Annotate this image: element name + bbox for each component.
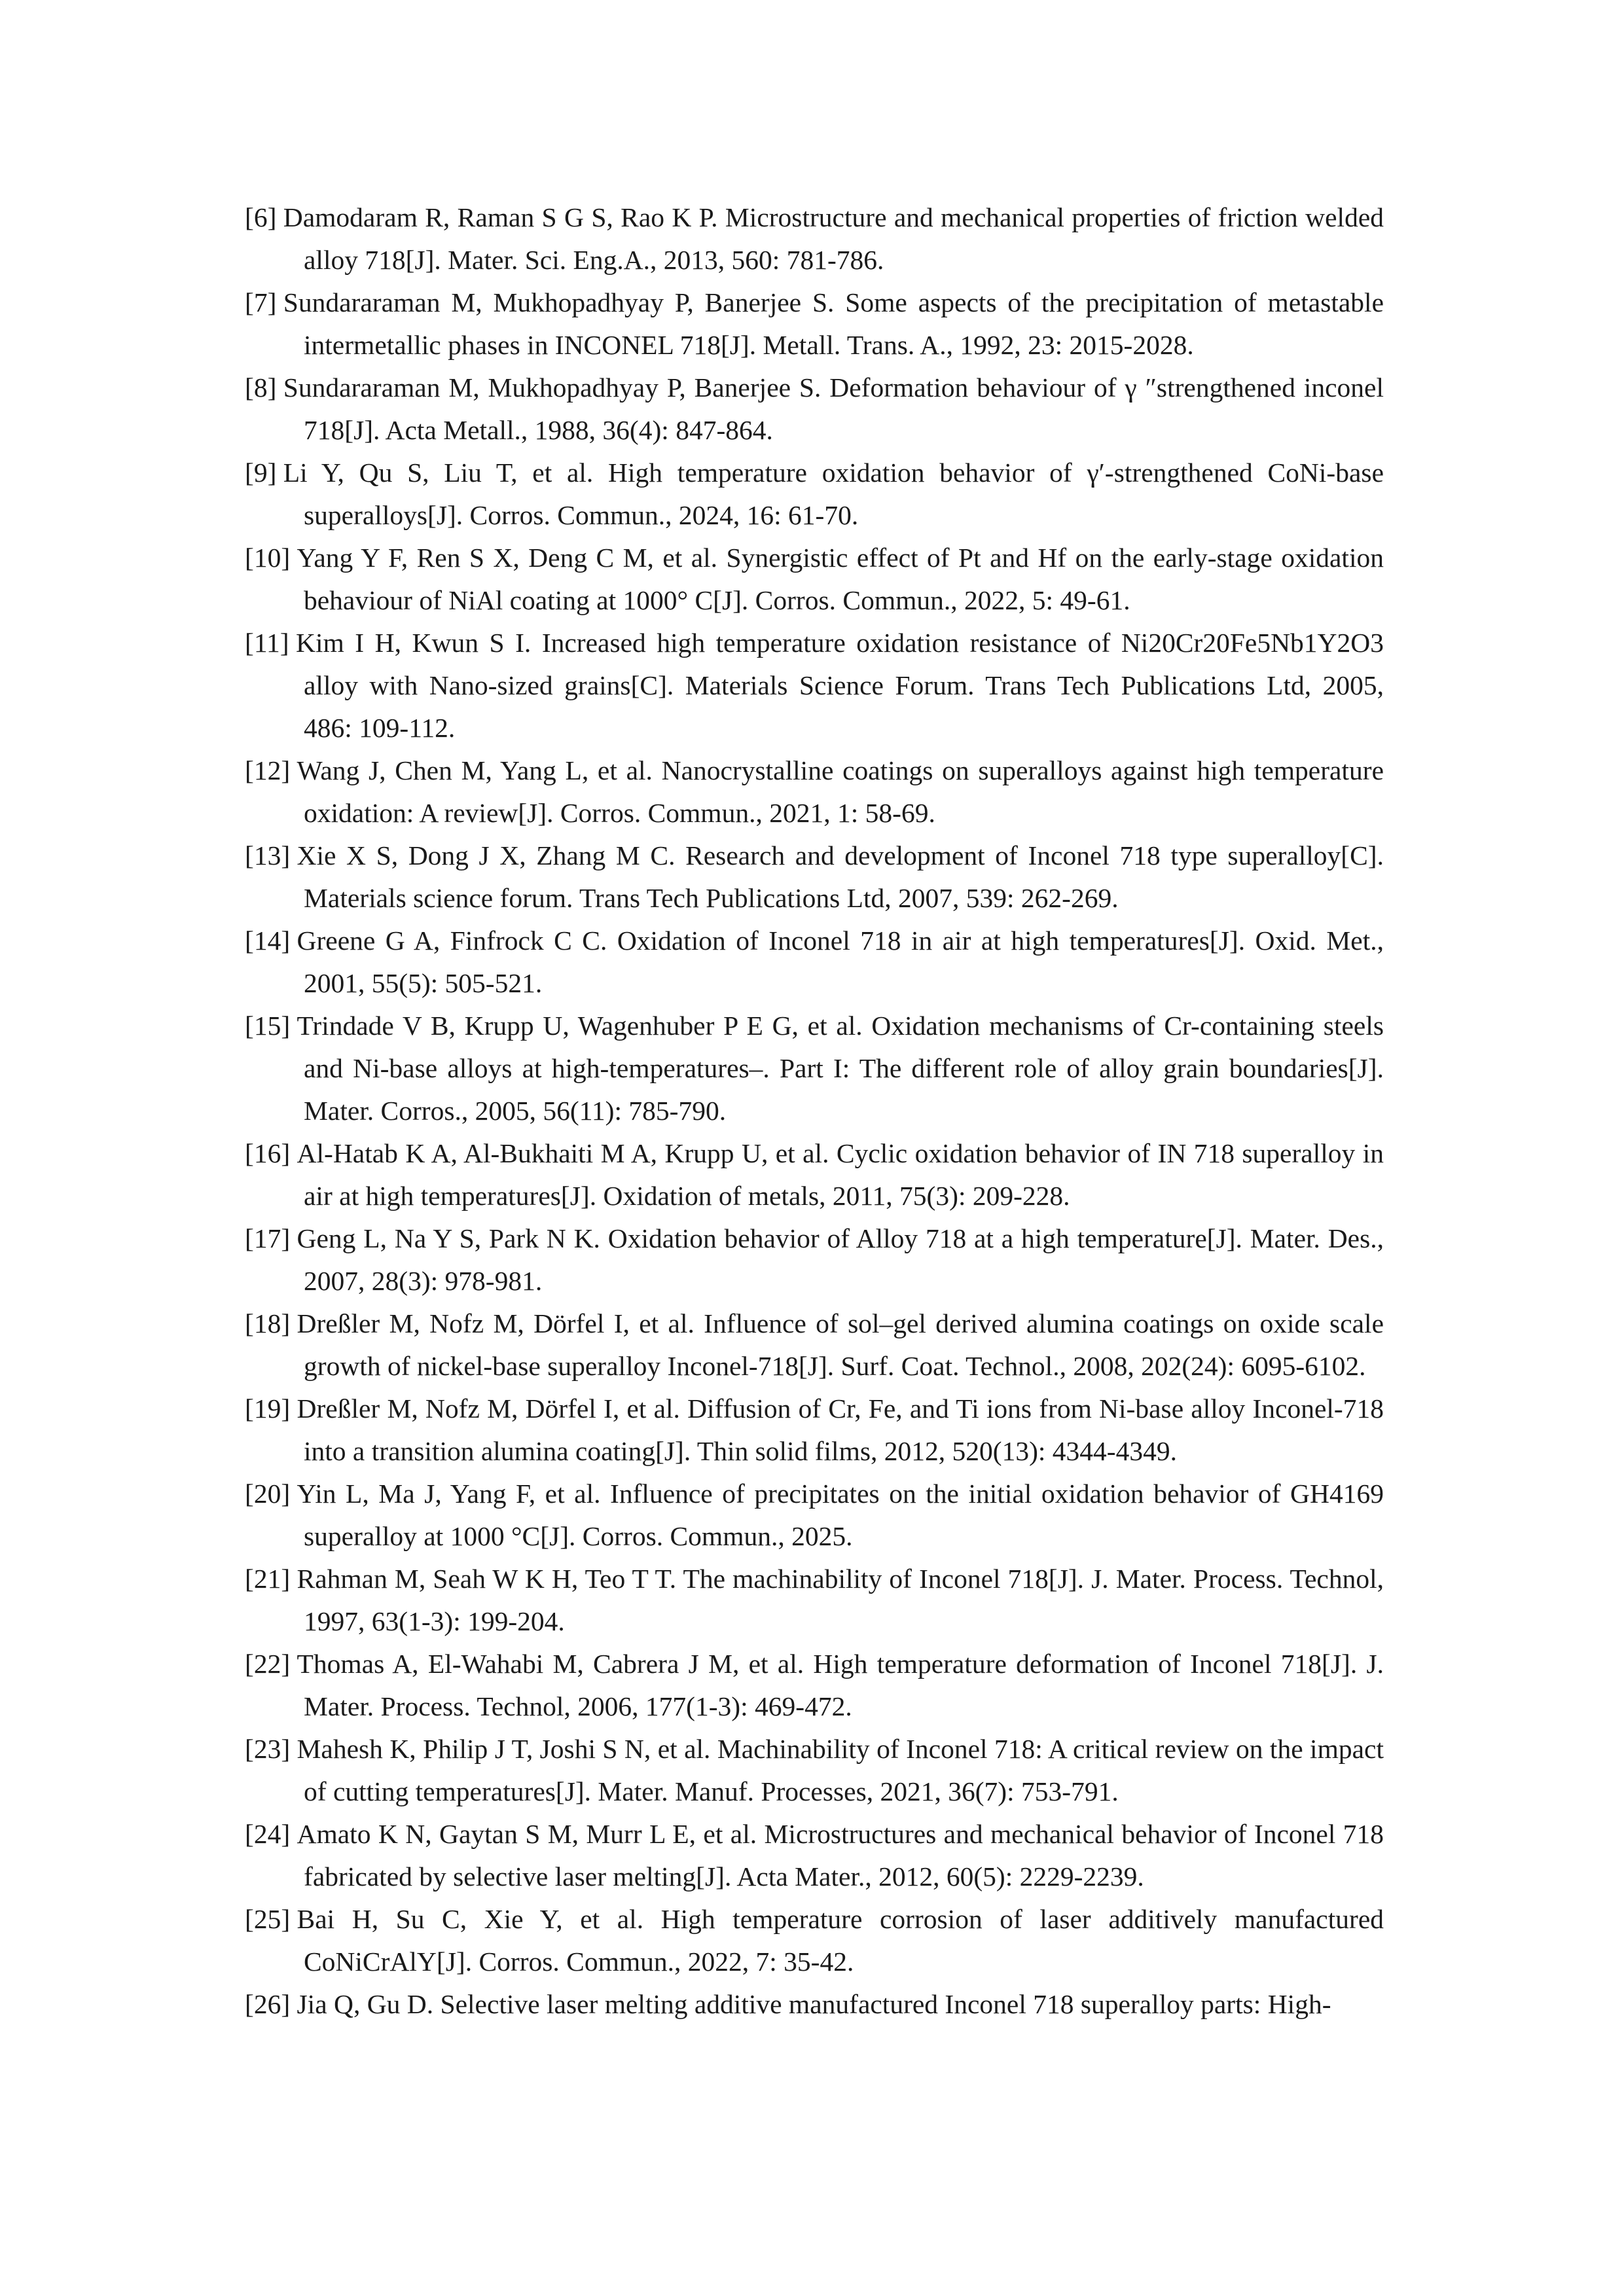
reference-text: Li Y, Qu S, Liu T, et al. High temperature oxidation behavior of γ′-strengthened CoNi-base superalloys[J]. Corros. Commun., 2024, 16: 61-70. — [283, 457, 1384, 530]
reference-text: Amato K N, Gaytan S M, Murr L E, et al. Microstructures and mechanical behavior of Inconel 718 fabricated by selective laser melting[J]. Acta Mater., 2012, 60(5): 2229-2239. — [297, 1819, 1384, 1892]
reference-item — [245, 920, 1384, 1005]
reference-number: [7] — [245, 287, 277, 317]
reference-item — [245, 196, 1384, 281]
reference-number: [10] — [245, 543, 291, 573]
reference-text: Sundararaman M, Mukhopadhyay P, Banerjee S. Some aspects of the precipitation of metastable intermetallic phases in INCONEL 718[J]. Metall. Trans. A., 1992, 23: 2015-2028. — [283, 287, 1384, 360]
reference-item — [245, 1643, 1384, 1728]
reference-text: Damodaram R, Raman S G S, Rao K P. Microstructure and mechanical properties of friction welded alloy 718[J]. Mater. Sci. Eng.A., 2013, 560: 781-786. — [283, 202, 1384, 275]
reference-number: [6] — [245, 202, 277, 232]
reference-text: Mahesh K, Philip J T, Joshi S N, et al. Machinability of Inconel 718: A critical review on the impact of cutting temperatures[J]. Mater. Manuf. Processes, 2021, 36(7): 753-791. — [297, 1734, 1384, 1806]
reference-text: Sundararaman M, Mukhopadhyay P, Banerjee S. Deformation behaviour of γ ″strengthened inconel 718[J]. Acta Metall., 1988, 36(4): 847-864. — [283, 372, 1384, 445]
reference-text: Geng L, Na Y S, Park N K. Oxidation behavior of Alloy 718 at a high temperature[J]. Mater. Des., 2007, 28(3): 978-981. — [297, 1223, 1384, 1296]
reference-item — [245, 537, 1384, 622]
reference-number: [18] — [245, 1308, 291, 1338]
reference-number: [23] — [245, 1734, 291, 1764]
reference-text: Wang J, Chen M, Yang L, et al. Nanocrystalline coatings on superalloys against high temperature oxidation: A review[J]. Corros. Commun., 2021, 1: 58-69. — [297, 755, 1384, 828]
reference-item — [245, 281, 1384, 367]
reference-text: Yin L, Ma J, Yang F, et al. Influence of precipitates on the initial oxidation behavior of GH4169 superalloy at 1000 °C[J]. Corros. Commun., 2025. — [297, 1479, 1384, 1551]
reference-text: Greene G A, Finfrock C C. Oxidation of Inconel 718 in air at high temperatures[J]. Oxid. Met., 2001, 55(5): 505-521. — [297, 925, 1384, 998]
reference-number: [14] — [245, 925, 291, 956]
reference-text: Trindade V B, Krupp U, Wagenhuber P E G, et al. Oxidation mechanisms of Cr-containing steels and Ni-base alloys at high-temperatures–. Part I: The different role of alloy grain boundaries[J]. Mater. Corros., 2005, 56(11): 785-790. — [297, 1011, 1384, 1126]
reference-number: [8] — [245, 372, 277, 403]
reference-number: [21] — [245, 1564, 291, 1594]
reference-text: Kim I H, Kwun S I. Increased high temperature oxidation resistance of Ni20Cr20Fe5Nb1Y2O3 alloy with Nano-sized grains[C]. Materials Science Forum. Trans Tech Publications Ltd, 2005, 486: 109-112. — [295, 628, 1384, 743]
reference-item — [245, 834, 1384, 920]
reference-text: Bai H, Su C, Xie Y, et al. High temperature corrosion of laser additively manufactured CoNiCrAlY[J]. Corros. Commun., 2022, 7: 35-42. — [297, 1904, 1384, 1977]
reference-number: [16] — [245, 1138, 291, 1168]
reference-text: Xie X S, Dong J X, Zhang M C. Research and development of Inconel 718 type superalloy[C]. Materials science forum. Trans Tech Publications Ltd, 2007, 539: 262-269. — [297, 840, 1384, 913]
reference-page — [245, 196, 1384, 2026]
reference-text: Jia Q, Gu D. Selective laser melting additive manufactured Inconel 718 superalloy parts: High- — [297, 1989, 1331, 2019]
reference-item — [245, 1302, 1384, 1388]
reference-number: [24] — [245, 1819, 291, 1849]
reference-number: [19] — [245, 1393, 291, 1424]
reference-text: Yang Y F, Ren S X, Deng C M, et al. Synergistic effect of Pt and Hf on the early-stage oxidation behaviour of NiAl coating at 1000° C[J]. Corros. Commun., 2022, 5: 49-61. — [297, 543, 1384, 615]
reference-text: Al-Hatab K A, Al-Bukhaiti M A, Krupp U, et al. Cyclic oxidation behavior of IN 718 superalloy in air at high temperatures[J]. Oxidation of metals, 2011, 75(3): 209-228. — [297, 1138, 1384, 1211]
reference-item — [245, 452, 1384, 537]
reference-text: Dreßler M, Nofz M, Dörfel I, et al. Influence of sol–gel derived alumina coatings on oxide scale growth of nickel-base superalloy Inconel-718[J]. Surf. Coat. Technol., 2008, 202(24): 6095-6102. — [297, 1308, 1384, 1381]
reference-item — [245, 622, 1384, 749]
reference-item — [245, 1217, 1384, 1302]
reference-item — [245, 1728, 1384, 1813]
reference-item — [245, 1558, 1384, 1643]
reference-number: [9] — [245, 457, 277, 488]
reference-item — [245, 1388, 1384, 1473]
reference-item — [245, 1983, 1384, 2026]
reference-number: [12] — [245, 755, 291, 785]
reference-number: [22] — [245, 1649, 291, 1679]
reference-item — [245, 367, 1384, 452]
reference-list — [245, 196, 1384, 2026]
reference-item — [245, 1005, 1384, 1132]
reference-item — [245, 749, 1384, 834]
reference-number: [25] — [245, 1904, 291, 1934]
reference-item — [245, 1473, 1384, 1558]
reference-number: [11] — [245, 628, 289, 658]
reference-number: [26] — [245, 1989, 291, 2019]
reference-number: [17] — [245, 1223, 291, 1253]
reference-text: Thomas A, El-Wahabi M, Cabrera J M, et al. High temperature deformation of Inconel 718[J]. J. Mater. Process. Technol, 2006, 177(1-3): 469-472. — [297, 1649, 1384, 1721]
reference-number: [15] — [245, 1011, 291, 1041]
reference-number: [13] — [245, 840, 291, 870]
reference-item — [245, 1898, 1384, 1983]
reference-text: Rahman M, Seah W K H, Teo T T. The machinability of Inconel 718[J]. J. Mater. Process. Technol, 1997, 63(1-3): 199-204. — [297, 1564, 1384, 1636]
reference-number: [20] — [245, 1479, 291, 1509]
reference-item — [245, 1813, 1384, 1898]
reference-text: Dreßler M, Nofz M, Dörfel I, et al. Diffusion of Cr, Fe, and Ti ions from Ni-base alloy Inconel-718 into a transition alumina coating[J]. Thin solid films, 2012, 520(13): 4344-4349. — [297, 1393, 1384, 1466]
reference-item — [245, 1132, 1384, 1217]
